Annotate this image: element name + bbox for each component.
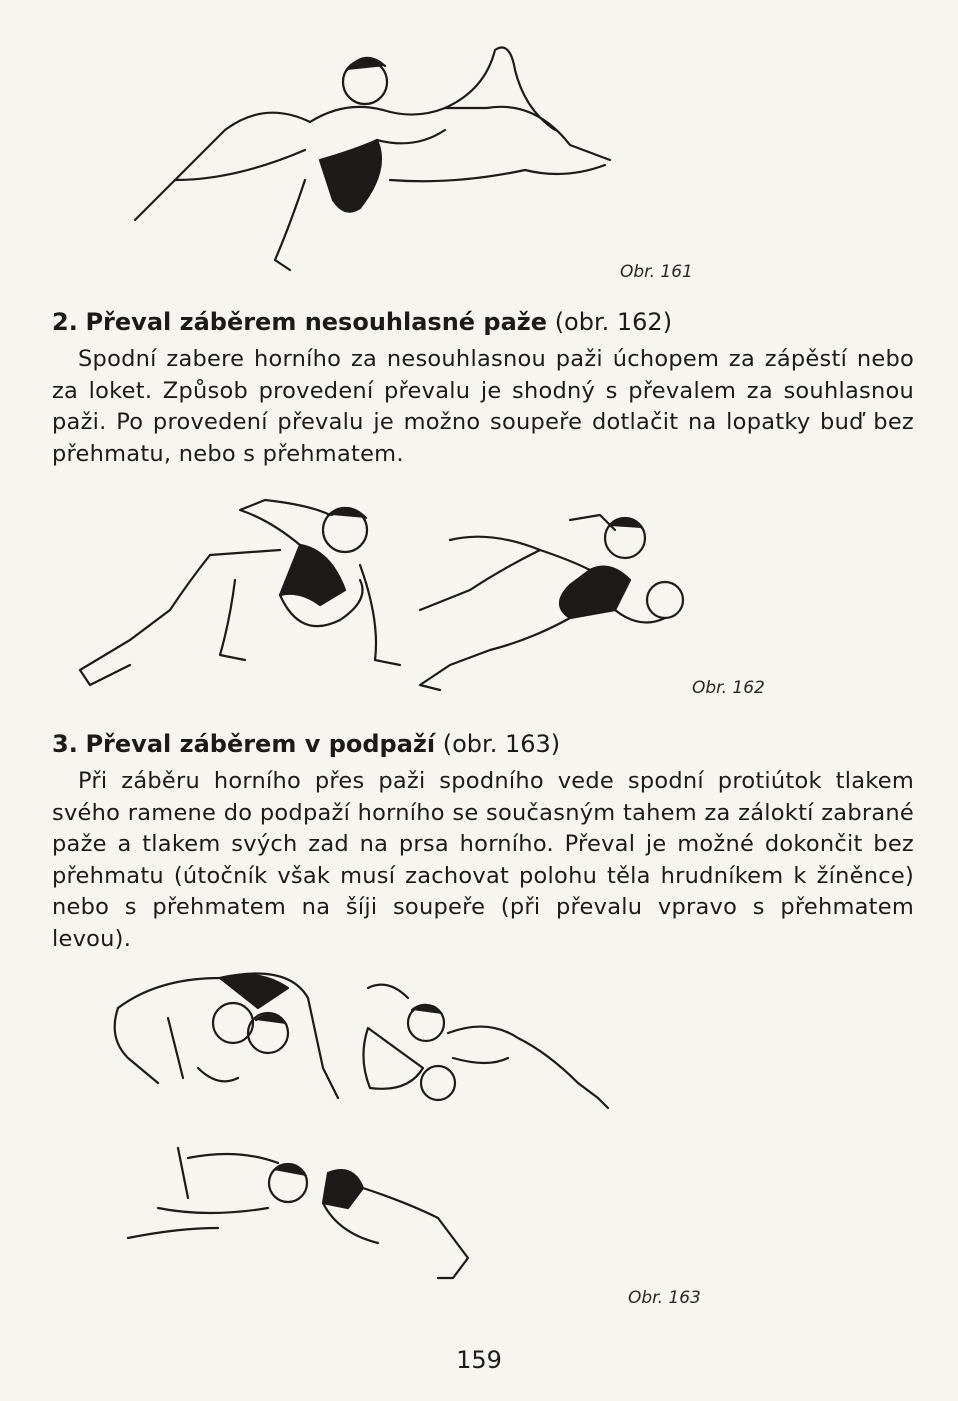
section-3-title: Převal záběrem v podpaží: [85, 730, 436, 758]
wrestlers-illustration-161: [115, 30, 625, 280]
section-2-heading: [52, 308, 672, 336]
section-2-figure-ref: (obr. 162): [554, 308, 673, 336]
section-3-heading: [52, 730, 560, 758]
figure-163-caption: Obr. 163: [628, 1288, 701, 1308]
figure-162-caption: Obr. 162: [692, 678, 765, 698]
section-2-number: 2.: [52, 308, 78, 336]
page-number: 159: [456, 1346, 502, 1374]
section-3-number: 3.: [52, 730, 78, 758]
figure-161-illustration: [115, 30, 625, 280]
section-2-title: Převal záběrem nesouhlasné paže: [85, 308, 548, 336]
section-2-paragraph: Spodní zabere horního za nesouhlasnou paži úchopem za zápěstí nebo za loket. Způsob provedení převalu je shodný s převalem za souhlasnou paži. Po provedení převalu je možno soupeře dotlačit na lopatky buď bez přehmatu, nebo s přehmatem.: [52, 346, 914, 467]
section-3-paragraph: Při záběru horního přes paži spodního vede spodní protiútok tlakem svého ramene do podpaží horního se současným tahem za záloktí zabrané paže a tlakem svých zad na prsa horního. Převal je možné dokončit bez přehmatu (útočník však musí zachovat polohu těla hrudníkem k žíněnce) nebo s přehmatem na šíji soupeře (při převalu vpravo s přehmatem levou).: [52, 768, 914, 952]
wrestlers-illustration-162: [70, 490, 695, 700]
figure-161-caption: Obr. 161: [620, 262, 693, 282]
wrestlers-illustration-163: [108, 958, 620, 1308]
section-3-figure-ref: (obr. 163): [442, 730, 561, 758]
figure-162-illustration: [70, 490, 695, 700]
figure-163-illustration: [108, 958, 620, 1308]
